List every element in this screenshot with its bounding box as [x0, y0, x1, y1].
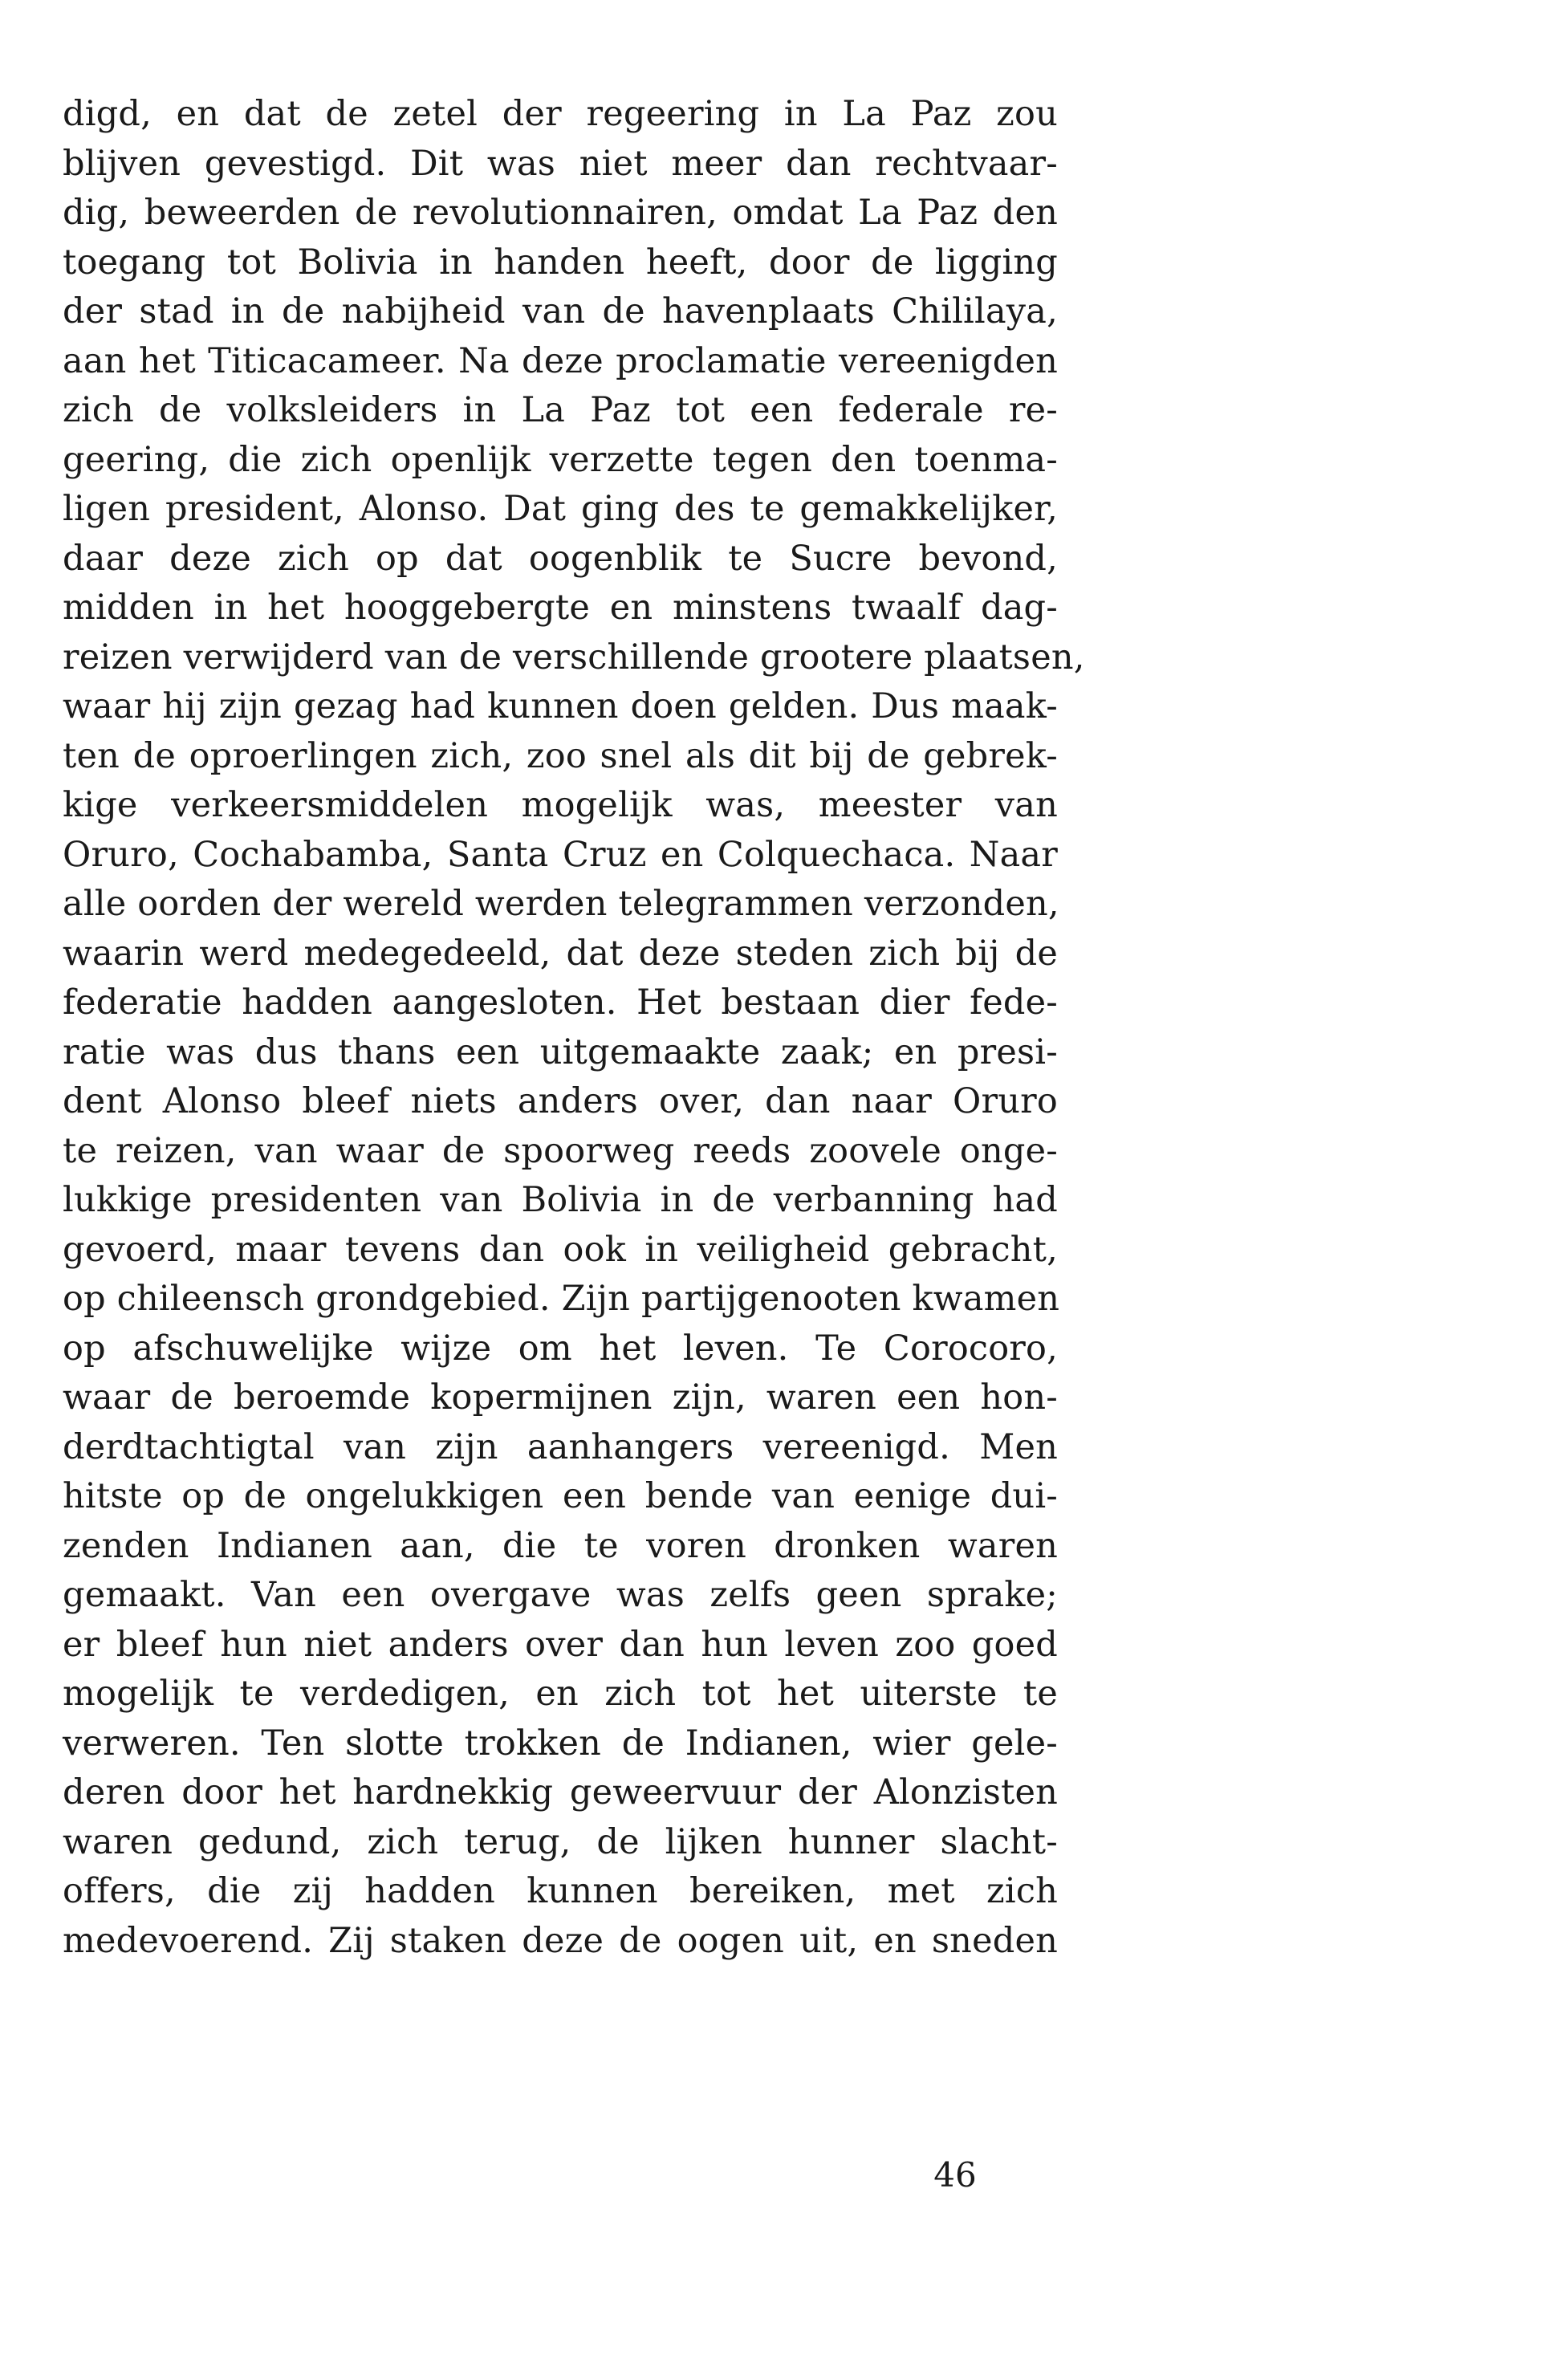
text-line: Oruro, Cochabamba, Santa Cruz en Colquechaca. Naar: [63, 834, 1058, 875]
text-line: der stad in de nabijheid van de havenplaats Chililaya,: [63, 291, 1058, 332]
text-line: ten de oproerlingen zich, zoo snel als dit bij de gebrek-: [63, 735, 1058, 776]
text-line: dent Alonso bleef niets anders over, dan naar Oruro: [63, 1081, 1058, 1121]
text-line: zich de volksleiders in La Paz tot een federale re-: [63, 390, 1058, 430]
text-line: op chileensch grondgebied. Zijn partijgenooten kwamen: [63, 1279, 1060, 1319]
text-line: midden in het hooggebergte en minstens twaalf dag-: [63, 588, 1058, 628]
text-line: offers, die zij hadden kunnen bereiken, met zich: [63, 1871, 1058, 1911]
text-line: blijven gevestigd. Dit was niet meer dan rechtvaar-: [63, 143, 1058, 184]
text-line: toegang tot Bolivia in handen heeft, door de ligging: [63, 242, 1058, 283]
text-line: digd, en dat de zetel der regeering in La Paz zou: [63, 94, 1058, 134]
text-line: waar hij zijn gezag had kunnen doen gelden. Dus maak-: [63, 686, 1058, 726]
text-line: daar deze zich op dat oogenblik te Sucre bevond,: [63, 538, 1058, 579]
text-line: zenden Indianen aan, die te voren dronken waren: [63, 1525, 1058, 1566]
text-line: federatie hadden aangesloten. Het bestaan dier fede-: [63, 983, 1058, 1023]
text-line: ligen president, Alonso. Dat ging des te gemakkelijker,: [63, 489, 1058, 529]
text-line: medevoerend. Zij staken deze de oogen uit, en sneden: [63, 1920, 1058, 1961]
text-line: dig, beweerden de revolutionnairen, omdat La Paz den: [63, 193, 1058, 233]
text-line: deren door het hardnekkig geweervuur der Alonzisten: [63, 1772, 1058, 1812]
text-line: lukkige presidenten van Bolivia in de verbanning had: [63, 1180, 1058, 1220]
text-line: waren gedund, zich terug, de lijken hunner slacht-: [63, 1821, 1058, 1862]
text-line: geering, die zich openlijk verzette tegen den toenma-: [63, 439, 1058, 480]
text-line: derdtachtigtal van zijn aanhangers vereenigd. Men: [63, 1426, 1058, 1467]
text-line: aan het Titicacameer. Na deze proclamatie vereenigden: [63, 340, 1058, 381]
text-line: reizen verwijderd van de verschillende grootere plaatsen,: [63, 637, 1085, 677]
page-number: 46: [933, 2155, 977, 2195]
text-line: kige verkeersmiddelen mogelijk was, meester van: [63, 785, 1058, 825]
text-line: gevoerd, maar tevens dan ook in veiligheid gebracht,: [63, 1229, 1058, 1270]
text-line: er bleef hun niet anders over dan hun leven zoo goed: [63, 1624, 1058, 1665]
body-text: [63, 90, 1085, 1966]
text-line: alle oorden der wereld werden telegrammen verzonden,: [63, 884, 1059, 924]
text-line: op afschuwelijke wijze om het leven. Te Corocoro,: [63, 1328, 1058, 1369]
text-line: waar de beroemde kopermijnen zijn, waren een hon-: [63, 1377, 1058, 1418]
text-line: ratie was dus thans een uitgemaakte zaak; en presi-: [63, 1031, 1058, 1072]
text-line: waarin werd medegedeeld, dat deze steden zich bij de: [63, 933, 1058, 974]
text-line: verweren. Ten slotte trokken de Indianen, wier gele-: [63, 1723, 1058, 1764]
text-line: te reizen, van waar de spoorweg reeds zoovele onge-: [63, 1130, 1058, 1171]
text-line: hitste op de ongelukkigen een bende van eenige dui-: [63, 1476, 1058, 1516]
text-line: gemaakt. Van een overgave was zelfs geen sprake;: [63, 1575, 1058, 1615]
text-line: mogelijk te verdedigen, en zich tot het uiterste te: [63, 1674, 1058, 1714]
